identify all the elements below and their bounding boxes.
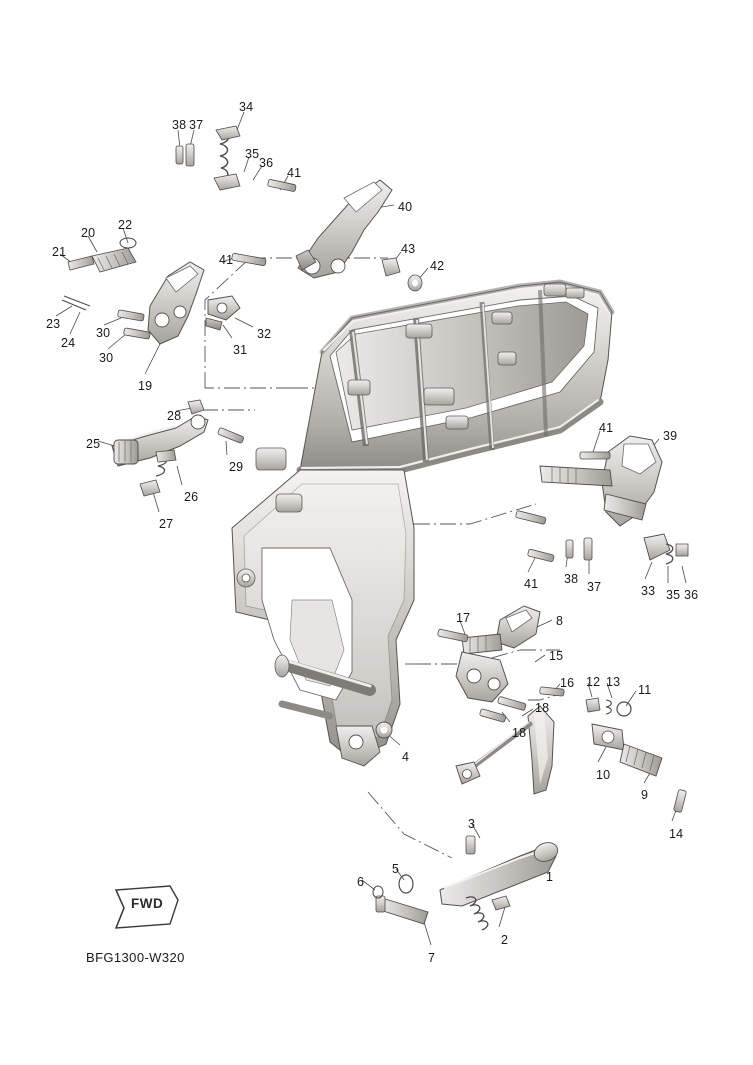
callout-number: 41 [287,166,302,180]
callout-number: 13 [606,675,621,689]
callout-number: 18 [535,701,550,715]
callout-number: 35 [666,588,681,602]
callout-number: 21 [52,245,67,259]
callout-number: 35 [245,147,260,161]
callout-number: 38 [172,118,187,132]
callout-number: 19 [138,379,153,393]
callout-number: 9 [641,788,649,802]
callout-number: 25 [86,437,101,451]
callout-number: 16 [560,676,575,690]
callout-number: 10 [596,768,611,782]
callout-number: 7 [428,951,436,965]
callout-number: 42 [430,259,445,273]
callout-number: 41 [524,577,539,591]
callout-number: 20 [81,226,96,240]
callout-number: 4 [402,750,410,764]
callout-number: 41 [219,253,234,267]
callout-number: 6 [357,875,365,889]
callout-number: 18 [512,726,527,740]
callout-number: 36 [259,156,274,170]
callout-number: 27 [159,517,174,531]
callout-number: 38 [564,572,579,586]
callout-number: 29 [229,460,244,474]
callout-number: 17 [456,611,471,625]
callout-number: 36 [684,588,699,602]
callout-number: 43 [401,242,416,256]
callout-number: 12 [586,675,601,689]
part-code-label: BFG1300-W320 [86,950,185,965]
callout-number: 41 [599,421,614,435]
callout-number: 30 [96,326,111,340]
callout-number: 28 [167,409,182,423]
callout-number: 37 [587,580,602,594]
callout-number: 37 [189,118,204,132]
callout-number: 23 [46,317,61,331]
callout-number: 8 [556,614,564,628]
callout-number: 24 [61,336,76,350]
callout-number: 15 [549,649,564,663]
callout-number: 22 [118,218,133,232]
callout-number: 3 [468,817,476,831]
callout-number: 2 [501,933,509,947]
callout-number: 14 [669,827,684,841]
callout-number: 33 [641,584,656,598]
callout-number: 39 [663,429,678,443]
callout-number: 34 [239,100,254,114]
callout-number: 32 [257,327,272,341]
callout-number: 30 [99,351,114,365]
callout-number: 5 [392,862,400,876]
fwd-label: FWD [131,896,164,911]
callout-number: 31 [233,343,248,357]
callout-number: 1 [546,870,554,884]
callout-number: 11 [638,683,652,697]
callout-number: 26 [184,490,199,504]
callout-number: 40 [398,200,413,214]
